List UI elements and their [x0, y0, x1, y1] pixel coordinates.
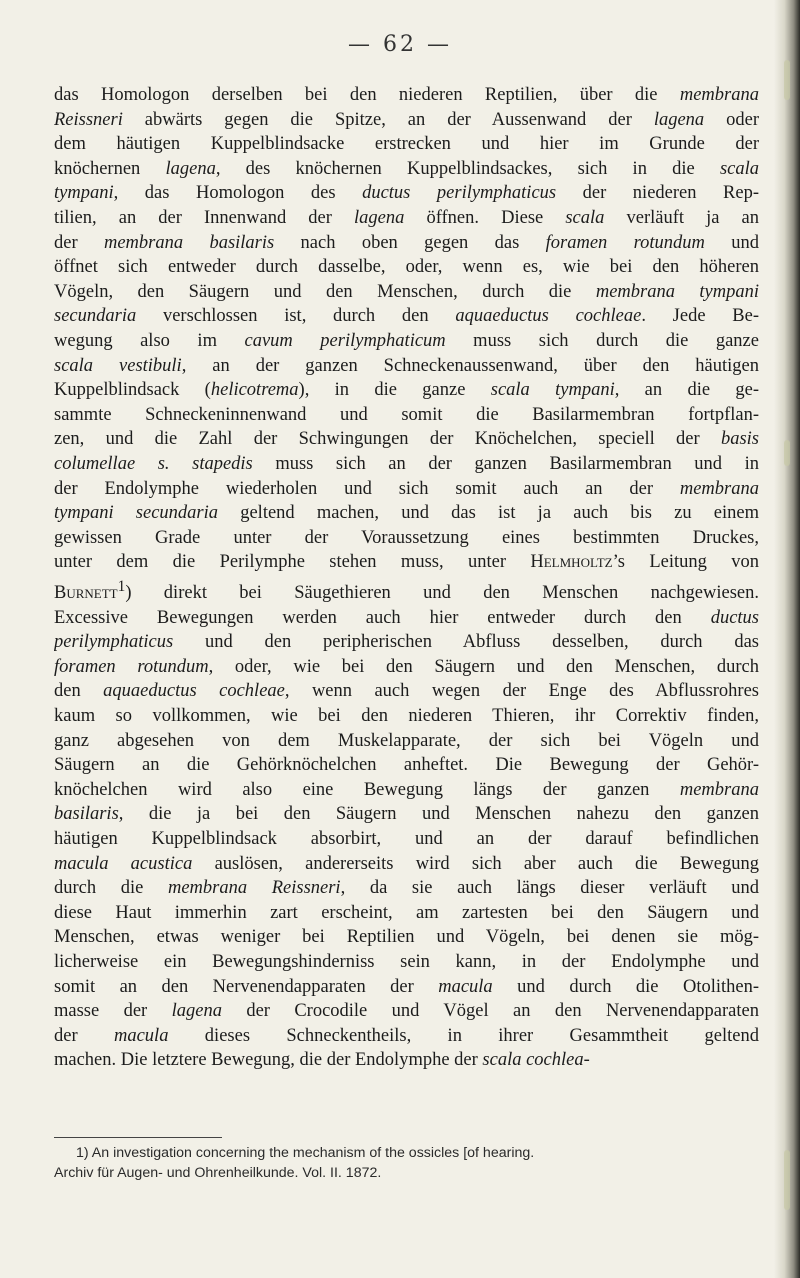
text-line: zen, und die Zahl der Schwingungen der Knöchelchen, speciell der basis: [54, 429, 759, 450]
text-line: secundaria verschlossen ist, durch den aquaeductus cochleae. Jede Be-: [54, 306, 759, 327]
text-line: machen. Die letztere Bewegung, die der Endolymphe der scala cochlea-: [54, 1050, 590, 1071]
text-line: basilaris, die ja bei den Säugern und Menschen nahezu den ganzen: [54, 804, 759, 825]
footnote-rule: [54, 1137, 222, 1138]
text-line: tympani, das Homologon des ductus perilymphaticus der niederen Rep-: [54, 183, 759, 204]
footnote-line: Archiv für Augen- und Ohrenheilkunde. Vol. II. 1872.: [54, 1165, 382, 1181]
text-line: öffnet sich entweder durch dasselbe, oder, wenn es, wie bei den höheren: [54, 257, 759, 278]
text-line: Kuppelblindsack (helicotrema), in die ganze scala tympani, an die ge-: [54, 380, 759, 401]
footnote-line: 1) An investigation concerning the mechanism of the ossicles [of hearing.: [76, 1145, 535, 1161]
text-line: knöchelchen wird also eine Bewegung längs der ganzen membrana: [54, 779, 759, 800]
text-line: ganz abgesehen von dem Muskelapparate, der sich bei Vögeln und: [54, 730, 759, 751]
text-line: der Endolymphe wiederholen und sich somit auch an der membrana: [54, 478, 759, 499]
text-line: kaum so vollkommen, wie bei den niederen Thieren, ihr Correktiv finden,: [54, 706, 759, 726]
edge-stain: [784, 440, 790, 466]
text-line: durch die membrana Reissneri, da sie auch längs dieser verläuft und: [54, 878, 759, 899]
text-line: den aquaeductus cochleae, wenn auch wegen der Enge des Abflussrohres: [54, 681, 759, 702]
text-line: der macula dieses Schneckentheils, in ihrer Gesammtheit geltend: [54, 1025, 759, 1046]
edge-stain: [784, 60, 790, 100]
edge-stain: [784, 1150, 790, 1210]
text-line: diese Haut immerhin zart erscheint, am zartesten bei den Säugern und: [54, 902, 759, 923]
text-line: masse der lagena der Crocodile und Vögel an den Nervenendapparaten: [54, 1001, 759, 1022]
text-line: Burnett$^1$) direkt bei Säugethieren und den Menschen nachgewiesen.: [54, 577, 759, 604]
text-line: das Homologon derselben bei den niederen Reptilien, über die membrana: [54, 85, 759, 105]
body-text: [54, 83, 759, 1073]
text-line: Reissneri abwärts gegen die Spitze, an der Aussenwand der lagena oder: [54, 109, 759, 130]
text-line: Säugern an die Gehörknöchelchen anheftet. Die Bewegung der Gehör-: [54, 755, 759, 776]
text-line: wegung also im cavum perilymphaticum muss sich durch die ganze: [54, 330, 759, 351]
page-edge-shadow: [774, 0, 800, 1278]
text-line: macula acustica auslösen, andererseits wird sich aber auch die Bewegung: [54, 853, 759, 874]
text-line: der membrana basilaris nach oben gegen das foramen rotundum und: [54, 232, 759, 253]
text-line: licherweise ein Bewegungshinderniss sein kann, in der Endolymphe und: [54, 951, 759, 972]
text-line: gewissen Grade unter der Voraussetzung eines bestimmten Druckes,: [54, 527, 759, 548]
text-line: foramen rotundum, oder, wie bei den Säugern und den Menschen, durch: [54, 656, 759, 677]
footnote: [54, 1143, 759, 1183]
text-line: Excessive Bewegungen werden auch hier entweder durch den ductus: [54, 607, 759, 628]
text-line: Menschen, etwas weniger bei Reptilien und Vögeln, bei denen sie mög-: [54, 927, 759, 948]
text-line: tilien, an der Innenwand der lagena öffnen. Diese scala verläuft ja an: [54, 207, 759, 228]
text-line: unter dem die Perilymphe stehen muss, unter Helmholtz’s Leitung von: [54, 552, 759, 573]
text-line: häutigen Kuppelblindsack absorbirt, und an der darauf befindlichen: [54, 828, 759, 849]
text-line: sammte Schneckeninnenwand und somit die Basilarmembran fortpflan-: [54, 404, 759, 425]
text-line: scala vestibuli, an der ganzen Schneckenaussenwand, über den häutigen: [54, 355, 759, 376]
text-line: knöchernen lagena, des knöchernen Kuppelblindsackes, sich in die scala: [54, 158, 759, 179]
text-line: somit an den Nervenendapparaten der macula und durch die Otolithen-: [54, 976, 759, 997]
text-line: dem häutigen Kuppelblindsacke erstrecken und hier im Grunde der: [54, 134, 759, 155]
text-line: tympani secundaria geltend machen, und das ist ja auch bis zu einem: [54, 503, 759, 524]
text-line: Vögeln, den Säugern und den Menschen, durch die membrana tympani: [54, 281, 759, 302]
page-number-header: — 62 —: [348, 32, 452, 57]
text-line: perilymphaticus und den peripherischen Abfluss desselben, durch das: [54, 632, 759, 653]
text-line: columellae s. stapedis muss sich an der ganzen Basilarmembran und in: [54, 453, 759, 474]
